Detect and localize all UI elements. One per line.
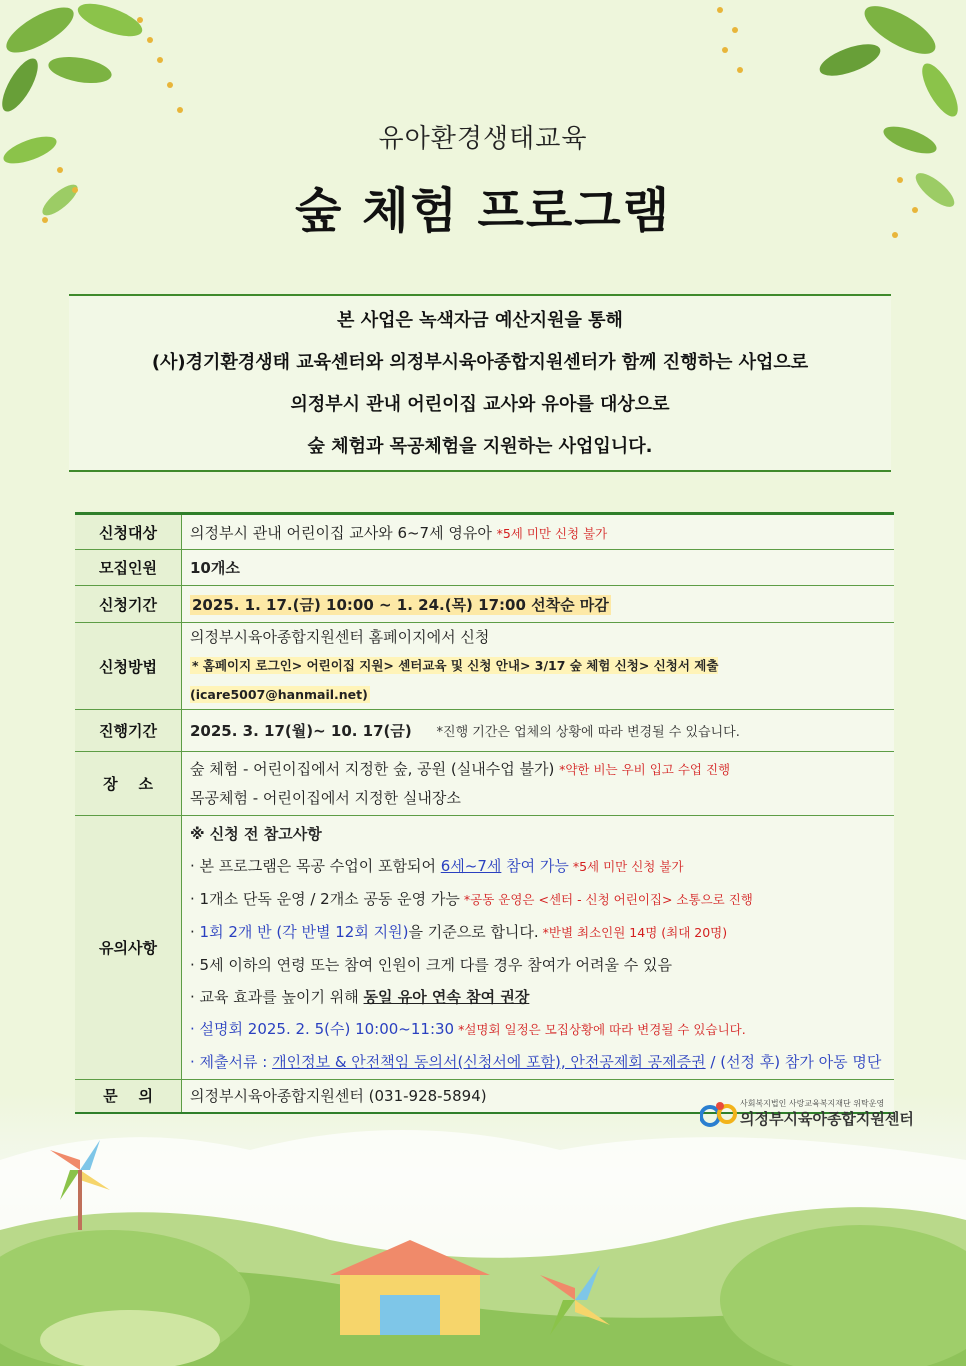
row-label: 문 의 — [75, 1080, 182, 1113]
table-row — [75, 752, 894, 816]
note-text: · — [190, 922, 200, 941]
note-docs: 개인정보 & 안전책임 동의서(신청서에 포함), 안전공제회 공제증권 — [272, 1052, 706, 1071]
logo-mark-icon — [700, 1100, 738, 1130]
progress-note: *진행 기간은 업체의 상황에 따라 변경될 수 있습니다. — [436, 725, 740, 740]
table-row — [75, 514, 894, 550]
logo-name: 의정부시육아종합지원센터 — [740, 1110, 914, 1128]
program-title: 숲 체험 프로그램 — [295, 183, 671, 239]
note-blue: · 제출서류 : — [190, 1052, 273, 1071]
row-label: 진행기간 — [75, 710, 182, 752]
intro-box — [69, 294, 891, 472]
note-red: *설명회 일정은 모집상황에 따라 변경될 수 있습니다. — [454, 1021, 746, 1037]
note-text: · 교육 효과를 높이기 위해 — [190, 987, 364, 1006]
table-row — [75, 586, 894, 623]
place-wood: 목공체험 - 어린이집에서 지정한 실내장소 — [190, 789, 461, 807]
table-row — [75, 816, 894, 1080]
note-red: *반별 최소인원 14명 (최대 20명) — [538, 924, 728, 940]
row-label: 신청기간 — [75, 586, 182, 623]
list-item — [190, 1013, 886, 1046]
method-line: 의정부시육아종합지원센터 홈페이지에서 신청 — [190, 628, 490, 646]
row-label: 모집인원 — [75, 550, 182, 586]
note-text: · 1개소 단독 운영 / 2개소 공동 운영 가능 — [190, 889, 460, 908]
recruit-value: 10개소 — [182, 550, 895, 586]
note-bold: 동일 유아 연속 참여 권장 — [363, 987, 530, 1006]
note-text: · 본 프로그램은 목공 수업이 포함되어 — [190, 856, 441, 875]
target-value: 의정부시 관내 어린이집 교사와 6~7세 영유아 — [190, 523, 492, 542]
method-steps: * 홈페이지 로그인> 어린이집 지원> 센터교육 및 신청 안내> 3/17 숲 체험 신청> 신청서 제출(icare5007@hanmail.net) — [190, 658, 719, 702]
target-note: *5세 미만 신청 불가 — [496, 525, 608, 541]
program-subtitle: 유아환경생태교육 — [378, 124, 588, 154]
list-item — [190, 981, 886, 1013]
note-text: 참여 가능 — [501, 856, 569, 875]
list-item — [190, 850, 886, 883]
table-row — [75, 710, 894, 752]
row-label: 유의사항 — [75, 816, 182, 1080]
note-blue: / (선정 후) 참가 아동 명단 — [705, 1052, 882, 1071]
row-label: 신청대상 — [75, 514, 182, 550]
center-logo — [700, 1094, 914, 1134]
note-red: *5세 미만 신청 불가 — [568, 858, 684, 874]
table-row — [75, 550, 894, 586]
intro-line: 숲 체험과 목공체험을 지원하는 사업입니다. — [307, 436, 653, 457]
list-item — [190, 883, 886, 916]
contact-value: 의정부시육아종합지원센터 (031-928-5894) — [182, 1080, 895, 1113]
place-forest: 숲 체험 - 어린이집에서 지정한 숲, 공원 (실내수업 불가) — [190, 760, 555, 778]
list-item: · 5세 이하의 연령 또는 참여 인원이 크게 다를 경우 참여가 어려울 수 있음 — [190, 955, 673, 974]
note-blue: 1회 2개 반 (각 반별 12회 지원) — [199, 922, 409, 941]
table-row — [75, 623, 894, 710]
note-red: *공동 운영은 <센터 - 신청 어린이집> 소통으로 진행 — [459, 891, 753, 907]
progress-value: 2025. 3. 17(월)~ 10. 17(금) — [190, 722, 412, 740]
notes-heading: ※ 신청 전 참고사항 — [190, 824, 322, 843]
info-table — [75, 512, 894, 1114]
intro-line: (사)경기환경생태 교육센터와 의정부시육아종합지원센터가 함께 진행하는 사업으로 — [151, 352, 809, 373]
place-note: *약한 비는 우비 입고 수업 진행 — [559, 762, 731, 777]
note-blue: · 설명회 2025. 2. 5(수) 10:00~11:30 — [190, 1019, 455, 1038]
intro-line: 의정부시 관내 어린이집 교사와 유아를 대상으로 — [290, 394, 670, 415]
logo-operator: 사회복지법인 사랑교육복지재단 위탁운영 — [740, 1099, 885, 1108]
note-text: 을 기준으로 합니다. — [408, 922, 539, 941]
row-label: 신청방법 — [75, 623, 182, 710]
note-age: 6세~7세 — [440, 856, 502, 875]
row-label: 장 소 — [75, 752, 182, 816]
list-item — [190, 916, 886, 949]
intro-line: 본 사업은 녹색자금 예산지원을 통해 — [337, 310, 623, 331]
list-item — [190, 1046, 886, 1078]
period-value: 2025. 1. 17.(금) 10:00 ~ 1. 24.(목) 17:00 선착순 마감 — [192, 595, 609, 614]
